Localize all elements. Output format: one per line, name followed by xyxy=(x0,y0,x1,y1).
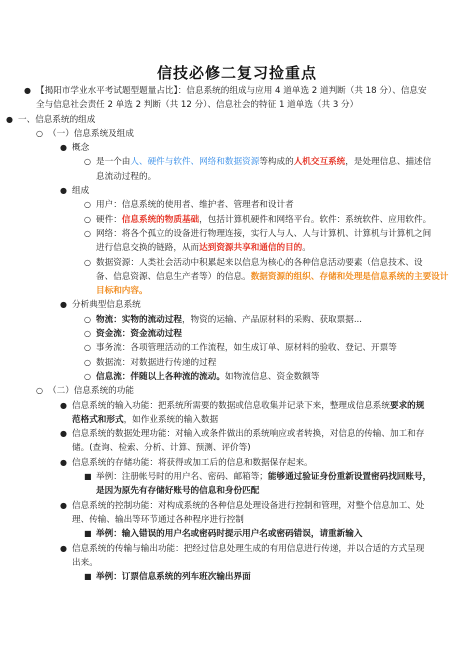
outline-line xyxy=(0,256,474,270)
outline-line xyxy=(0,356,474,370)
outline-line-continuation xyxy=(0,556,474,570)
outline-line-continuation xyxy=(0,270,474,284)
bullet-icon: ○ xyxy=(84,200,91,210)
outline-line xyxy=(0,370,474,384)
text-run: 等构成的 xyxy=(259,157,294,168)
outline-line xyxy=(0,198,474,212)
bullet-icon: ● xyxy=(6,114,13,124)
text-run: 数据资源的组织、存储和处理是信息系统的主要设计 xyxy=(250,271,449,282)
text-run: 物流：实物的流动过程 xyxy=(96,314,182,325)
bullet-icon: ● xyxy=(60,143,67,153)
text-run: 全与信息社会责任 2 单选 2 判断（共 12 分）、信息社会的特征 1 道单选（共 3 分） xyxy=(36,100,359,111)
text-run: 信息系统的输入功能：把系统所需要的数据或信息收集并记录下来，整理成信息系统 xyxy=(72,400,390,411)
text-run: 能够通过验证身份重新设置密码找回账号， xyxy=(267,472,432,483)
outline-line xyxy=(0,227,474,241)
bullet-icon: ● xyxy=(60,500,67,510)
bullet-icon: ● xyxy=(60,457,67,467)
text-run: 信息系统的数据处理功能：对输入或条件做出的系统响应或者转换，对信息的传输、加工和存 xyxy=(72,429,425,440)
outline-line-continuation xyxy=(0,413,474,427)
bullet-icon: ○ xyxy=(84,357,91,367)
text-run: 是因为原先有存储好账号的信息和身份匹配 xyxy=(96,486,260,497)
text-run: 用户：信息系统的使用者、维护者、管理者和设计者 xyxy=(96,200,294,211)
outline-line xyxy=(0,127,474,141)
bullet-icon: ○ xyxy=(84,371,91,381)
text-run: 理、传输、输出等环节通过各种程序进行控制 xyxy=(72,514,244,525)
outline-line xyxy=(0,570,474,584)
text-run: 事务流：各项管理活动的工作流程，如生成订单、原材料的验收、登记、开票等 xyxy=(96,343,397,354)
outline-line xyxy=(0,184,474,198)
text-run: （二）信息系统的功能 xyxy=(48,386,134,397)
text-run: 要求的规 xyxy=(389,400,425,411)
outline-line-continuation xyxy=(0,441,474,455)
page-title: 信技必修二复习捡重点 xyxy=(156,64,317,82)
outline-line xyxy=(0,499,474,513)
outline-line-continuation xyxy=(0,484,474,498)
bullet-icon: ○ xyxy=(84,329,91,339)
text-run: 信息系统的存储功能：将获得或加工后的信息和数据保存起来。 xyxy=(72,457,313,468)
text-run: ，如作业系统的输入数据 xyxy=(123,414,219,425)
outline-line xyxy=(0,84,474,98)
bullet-icon: ○ xyxy=(84,157,91,167)
text-run: 概念 xyxy=(72,143,90,154)
bullet-icon: ● xyxy=(60,400,67,410)
text-run: 进行信息交换的链路，从而 xyxy=(96,243,200,254)
outline-line-continuation xyxy=(0,98,474,112)
text-run: 是一个由 xyxy=(96,157,131,168)
text-run: 范格式和形式 xyxy=(72,414,124,425)
text-run: 举例：注册帐号时的用户名、密码、邮箱等； xyxy=(96,472,268,483)
outline-line xyxy=(0,456,474,470)
bullet-icon: ■ xyxy=(84,529,92,539)
text-run: 信息系统的传输与输出功能：把经过信息处理生成的有用信息进行传递，并以合适的方式呈现 xyxy=(72,543,425,554)
text-run: 数据资源：人类社会活动中积累起来以信息为核心的各种信息活动要素（信息技术、设 xyxy=(96,257,423,268)
text-run: 。 xyxy=(302,243,311,254)
text-run: 资金流：资金流动过程 xyxy=(96,329,182,340)
bullet-icon: ● xyxy=(60,543,67,553)
bullet-icon: ○ xyxy=(84,214,91,224)
outline-line-continuation xyxy=(0,170,474,184)
outline-line xyxy=(0,341,474,355)
outline-line xyxy=(0,527,474,541)
text-run: 出来。 xyxy=(72,557,98,568)
bullet-icon: ○ xyxy=(84,343,91,353)
text-run: 如物流信息、资金数额等 xyxy=(224,371,320,382)
bullet-icon: ● xyxy=(60,300,67,310)
text-run: 分析典型信息系统 xyxy=(72,300,141,311)
text-run: 达到资源共享和通信的目的 xyxy=(199,243,303,254)
bullet-icon: ○ xyxy=(84,257,91,267)
text-run: 信息流：伴随以上各种流的流动。 xyxy=(96,371,225,382)
outline-line xyxy=(0,155,474,169)
outline-line-continuation xyxy=(0,284,474,298)
bullet-icon: ○ xyxy=(84,228,91,238)
text-run: 人、硬件与软件、网络和数据资源 xyxy=(130,157,260,168)
text-run: 储。(查询、检索、分析、计算、预测、评价等) xyxy=(72,443,251,454)
text-run: 举例：订票信息系统的列车班次输出界面 xyxy=(96,572,251,583)
text-run: 信息系统的控制功能：对构成系统的各种信息处理设备进行控制和管理，对整个信息加工、处 xyxy=(72,500,425,511)
outline-line xyxy=(0,313,474,327)
text-run: ，是处理信息、描述信 xyxy=(345,157,432,168)
outline-line-continuation xyxy=(0,513,474,527)
text-run: 网络：将各个孤立的设备进行物理连接，实行人与人、人与计算机、计算机与计算机之间 xyxy=(96,228,432,239)
text-run: 人机交互系统 xyxy=(293,157,346,168)
text-run: 硬件： xyxy=(96,214,122,225)
outline-line xyxy=(0,113,474,127)
text-run: 息流动过程的。 xyxy=(96,171,157,182)
outline-line xyxy=(0,298,474,312)
bullet-icon: ● xyxy=(24,86,31,95)
text-run: 举例：输入错误的用户名或密码时提示用户名或密码错误，请重新输入 xyxy=(96,529,363,540)
bullet-icon: ○ xyxy=(36,386,43,396)
text-run: ，包括计算机硬件和网络平台。软件：系统软件、应用软件。 xyxy=(199,214,432,225)
outline-line xyxy=(0,141,474,155)
bullet-icon: ● xyxy=(60,186,67,196)
outline-line xyxy=(0,427,474,441)
bullet-icon: ● xyxy=(60,429,67,439)
text-run: 目标和内容。 xyxy=(96,286,148,297)
text-run: 数据流：对数据进行传递的过程 xyxy=(96,357,217,368)
bullet-icon: ○ xyxy=(84,314,91,324)
text-run: 【揭阳市学业水平考试题型题量占比】：信息系统的组成与应用 4 道单选 2 道判断（共 18 分）、信息安 xyxy=(36,86,427,96)
outline-line-continuation xyxy=(0,241,474,255)
outline-body xyxy=(0,84,474,584)
outline-line xyxy=(0,542,474,556)
outline-line xyxy=(0,327,474,341)
bullet-icon: ○ xyxy=(36,128,43,138)
text-run: 信息系统的物质基础 xyxy=(121,214,200,225)
outline-line xyxy=(0,470,474,484)
text-run: 一、信息系统的组成 xyxy=(18,114,96,125)
outline-line xyxy=(0,213,474,227)
text-run: （一）信息系统及组成 xyxy=(48,128,134,139)
text-run: ，物资的运输、产品原材料的采购、获取票据... xyxy=(181,314,363,325)
text-run: 备、信息资源、信息生产者等）的信息。 xyxy=(96,271,251,282)
outline-line xyxy=(0,384,474,398)
outline-line xyxy=(0,399,474,413)
bullet-icon: ■ xyxy=(84,472,92,482)
bullet-icon: ■ xyxy=(84,572,92,582)
text-run: 组成 xyxy=(72,186,90,197)
